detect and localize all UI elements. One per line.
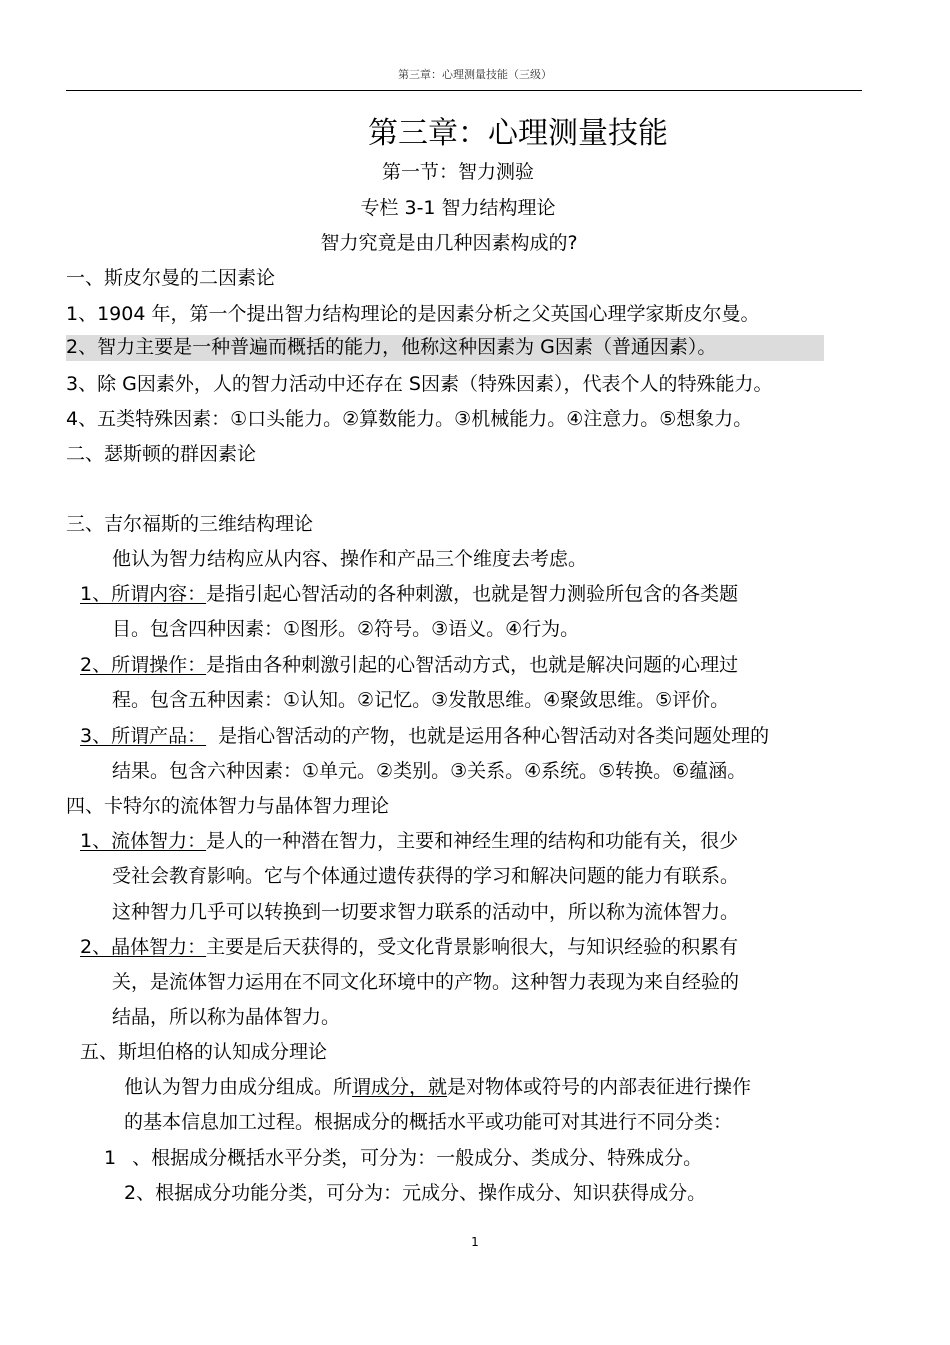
section-1-point-2-highlighted: 2、智力主要是一种普遍而概括的能力，他称这种因素为 G因素（普通因素）。 xyxy=(66,335,824,361)
item-text: 是指心智活动的产物，也就是运用各种心智活动对各类问题处理的 xyxy=(206,725,770,747)
section-5-heading: 五、斯坦伯格的认知成分理论 xyxy=(80,1041,328,1063)
section-5-item-2: 2、根据成分功能分类，可分为：元成分、操作成分、知识获得成分。 xyxy=(124,1182,707,1204)
chapter-title: 第三章：心理测量技能 xyxy=(368,116,668,151)
term-fluid-intelligence: 1、流体智力： xyxy=(80,830,207,852)
running-header: 第三章：心理测量技能（三级） xyxy=(398,68,552,81)
section-4-item-1 xyxy=(80,829,738,853)
item-text: 、根据成分概括水平分类，可分为：一般成分、类成分、特殊成分。 xyxy=(132,1147,703,1169)
item-text: 主要是后天获得的，受文化背景影响很大，与知识经验的积累有 xyxy=(206,936,739,958)
term-crystallized-intelligence: 2、晶体智力： xyxy=(80,936,207,958)
term-operation: 2、所谓操作： xyxy=(80,654,207,676)
section-1-point-4: 4、五类特殊因素：①口头能力。②算数能力。③机械能力。④注意力。⑤想象力。 xyxy=(66,408,753,430)
item-text: 是人的一种潜在智力，主要和神经生理的结构和功能有关，很少 xyxy=(206,830,739,852)
item-text: 是指引起心智活动的各种刺激，也就是智力测验所包含的各类题 xyxy=(206,583,739,605)
item-text: 是指由各种刺激引起的心智活动方式，也就是解决问题的心理过 xyxy=(206,654,739,676)
section-4-item-2 xyxy=(80,935,738,959)
header-rule xyxy=(66,90,862,91)
para-text: 他认为智力由成分组成。所 xyxy=(124,1076,353,1098)
column-title: 专栏 3-1 智力结构理论 xyxy=(360,197,556,219)
section-5-para-2: 的基本信息加工过程。根据成分的概括水平或功能可对其进行不同分类： xyxy=(124,1111,733,1133)
page-number: 1 xyxy=(471,1235,479,1249)
section-5-para-1 xyxy=(124,1075,751,1099)
term-product: 3、所谓产品： xyxy=(80,725,207,747)
term-content: 1、所谓内容： xyxy=(80,583,207,605)
para-text: 是对物体或符号的内部表征进行操作 xyxy=(447,1076,752,1098)
term-component: 谓成分，就 xyxy=(352,1076,448,1098)
section-title: 第一节：智力测验 xyxy=(381,161,534,183)
section-2-heading: 二、瑟斯顿的群因素论 xyxy=(66,443,257,465)
section-1-point-3: 3、除 G因素外，人的智力活动中还存在 S因素（特殊因素），代表个人的特殊能力。 xyxy=(66,373,773,395)
section-3-item-3-cont: 结果。包含六种因素：①单元。②类别。③关系。④系统。⑤转换。⑥蕴涵。 xyxy=(112,760,747,782)
section-3-item-2 xyxy=(80,653,738,677)
section-4-item-1-cont-2: 这种智力几乎可以转换到一切要求智力联系的活动中，所以称为流体智力。 xyxy=(112,901,740,923)
item-number: 1 xyxy=(104,1147,117,1169)
section-5-item-1 xyxy=(104,1146,702,1170)
section-3-heading: 三、吉尔福斯的三维结构理论 xyxy=(66,513,314,535)
section-3-item-3 xyxy=(80,724,769,748)
section-3-item-2-cont: 程。包含五种因素：①认知。②记忆。③发散思维。④聚敛思维。⑤评价。 xyxy=(112,689,730,711)
section-3-item-1 xyxy=(80,582,738,606)
section-1-heading: 一、斯皮尔曼的二因素论 xyxy=(66,267,276,289)
section-4-heading: 四、卡特尔的流体智力与晶体智力理论 xyxy=(66,795,390,817)
section-3-item-1-cont: 目。包含四种因素：①图形。②符号。③语义。④行为。 xyxy=(112,618,580,640)
section-1-point-1: 1、1904 年，第一个提出智力结构理论的是因素分析之父英国心理学家斯皮尔曼。 xyxy=(66,303,760,325)
section-4-item-2-cont-2: 结晶，所以称为晶体智力。 xyxy=(112,1006,341,1028)
question-line: 智力究竟是由几种因素构成的? xyxy=(320,232,578,254)
section-4-item-2-cont-1: 关，是流体智力运用在不同文化环境中的产物。这种智力表现为来自经验的 xyxy=(112,971,740,993)
section-4-item-1-cont-1: 受社会教育影响。它与个体通过遗传获得的学习和解决问题的能力有联系。 xyxy=(112,865,740,887)
section-3-intro: 他认为智力结构应从内容、操作和产品三个维度去考虑。 xyxy=(112,548,588,570)
